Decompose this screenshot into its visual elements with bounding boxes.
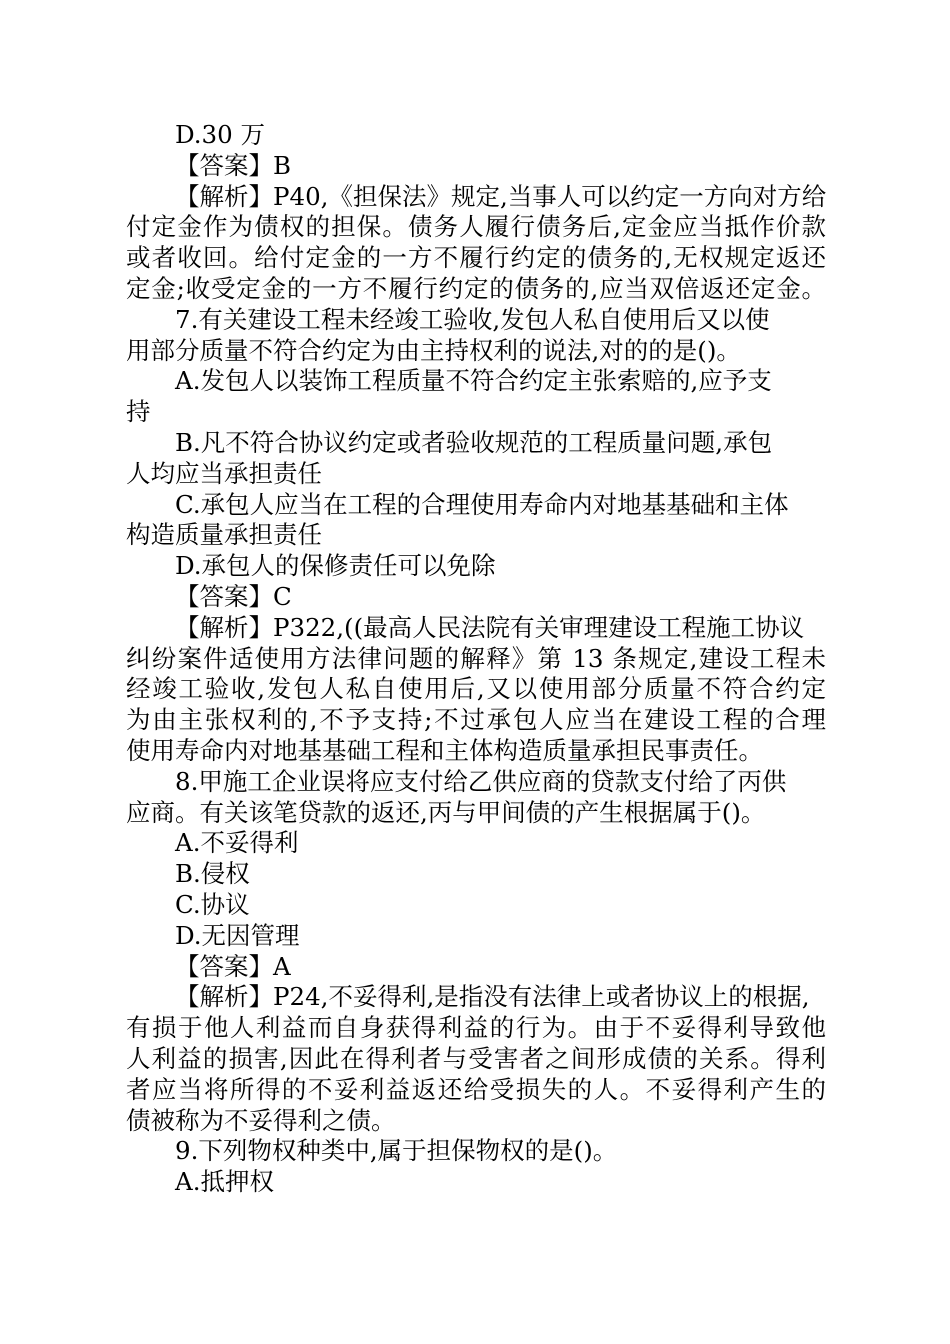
text-line: A.抵押权: [175, 1167, 274, 1197]
text-line: A.不妥得利: [175, 828, 299, 858]
text-line: 为由主张权利的,不予支持;不过承包人应当在建设工程的合理: [126, 705, 826, 735]
text-line: A.发包人以装饰工程质量不符合约定主张索赔的,应予支: [175, 366, 772, 396]
text-line: 定金;收受定金的一方不履行约定的债务的,应当双倍返还定金。: [126, 273, 826, 303]
text-line: 使用寿命内对地基基础工程和主体构造质量承担民事责任。: [126, 735, 763, 765]
text-line: 【解析】P40,《担保法》规定,当事人可以约定一方向对方给: [175, 181, 827, 211]
text-line: 7.有关建设工程未经竣工验收,发包人私自使用后又以使: [175, 304, 770, 334]
text-line: C.承包人应当在工程的合理使用寿命内对地基基础和主体: [175, 489, 789, 519]
text-line: 【答案】B: [175, 150, 292, 180]
text-line: 者应当将所得的不妥利益返还给受损失的人。不妥得利产生的: [126, 1074, 826, 1104]
text-line: 用部分质量不符合约定为由主持权利的说法,对的的是()。: [126, 335, 741, 365]
text-line: 人均应当承担责任: [126, 458, 322, 488]
text-line: 【解析】P322,((最高人民法院有关审理建设工程施工协议: [175, 612, 805, 642]
text-line: B.凡不符合协议约定或者验收规范的工程质量问题,承包: [175, 427, 773, 457]
text-line: 或者收回。给付定金的一方不履行约定的债务的,无权规定返还: [126, 243, 826, 273]
text-line: 债被称为不妥得利之债。: [126, 1105, 396, 1135]
text-line: 有损于他人利益而自身获得利益的行为。由于不妥得利导致他: [126, 1013, 826, 1043]
text-line: 人利益的损害,因此在得利者与受害者之间形成债的关系。得利: [126, 1043, 826, 1073]
text-line: B.侵权: [175, 859, 250, 889]
text-line: 【答案】C: [175, 581, 292, 611]
text-line: D.30 万: [175, 120, 266, 149]
text-line: 经竣工验收,发包人私自使用后,又以使用部分质量不符合约定: [126, 674, 826, 704]
text-line: 持: [126, 397, 151, 427]
text-line: 纠纷案件适使用方法律问题的解释》第 13 条规定,建设工程未: [126, 643, 826, 673]
text-line: 应商。有关该笔贷款的返还,丙与甲间债的产生根据属于()。: [126, 797, 766, 827]
text-line: D.承包人的保修责任可以免除: [175, 551, 496, 581]
text-line: C.协议: [175, 889, 250, 919]
text-line: D.无因管理: [175, 920, 300, 950]
text-line: 9.下列物权种类中,属于担保物权的是()。: [175, 1136, 618, 1166]
text-line: 构造质量承担责任: [126, 520, 322, 550]
text-line: 【答案】A: [175, 951, 291, 981]
document-body: [126, 120, 826, 1198]
text-line: 8.甲施工企业误将应支付给乙供应商的贷款支付给了丙供: [175, 766, 787, 796]
text-line: 【解析】P24,不妥得利,是指没有法律上或者协议上的根据,: [175, 982, 810, 1012]
text-line: 付定金作为债权的担保。债务人履行债务后,定金应当抵作价款: [126, 212, 826, 242]
